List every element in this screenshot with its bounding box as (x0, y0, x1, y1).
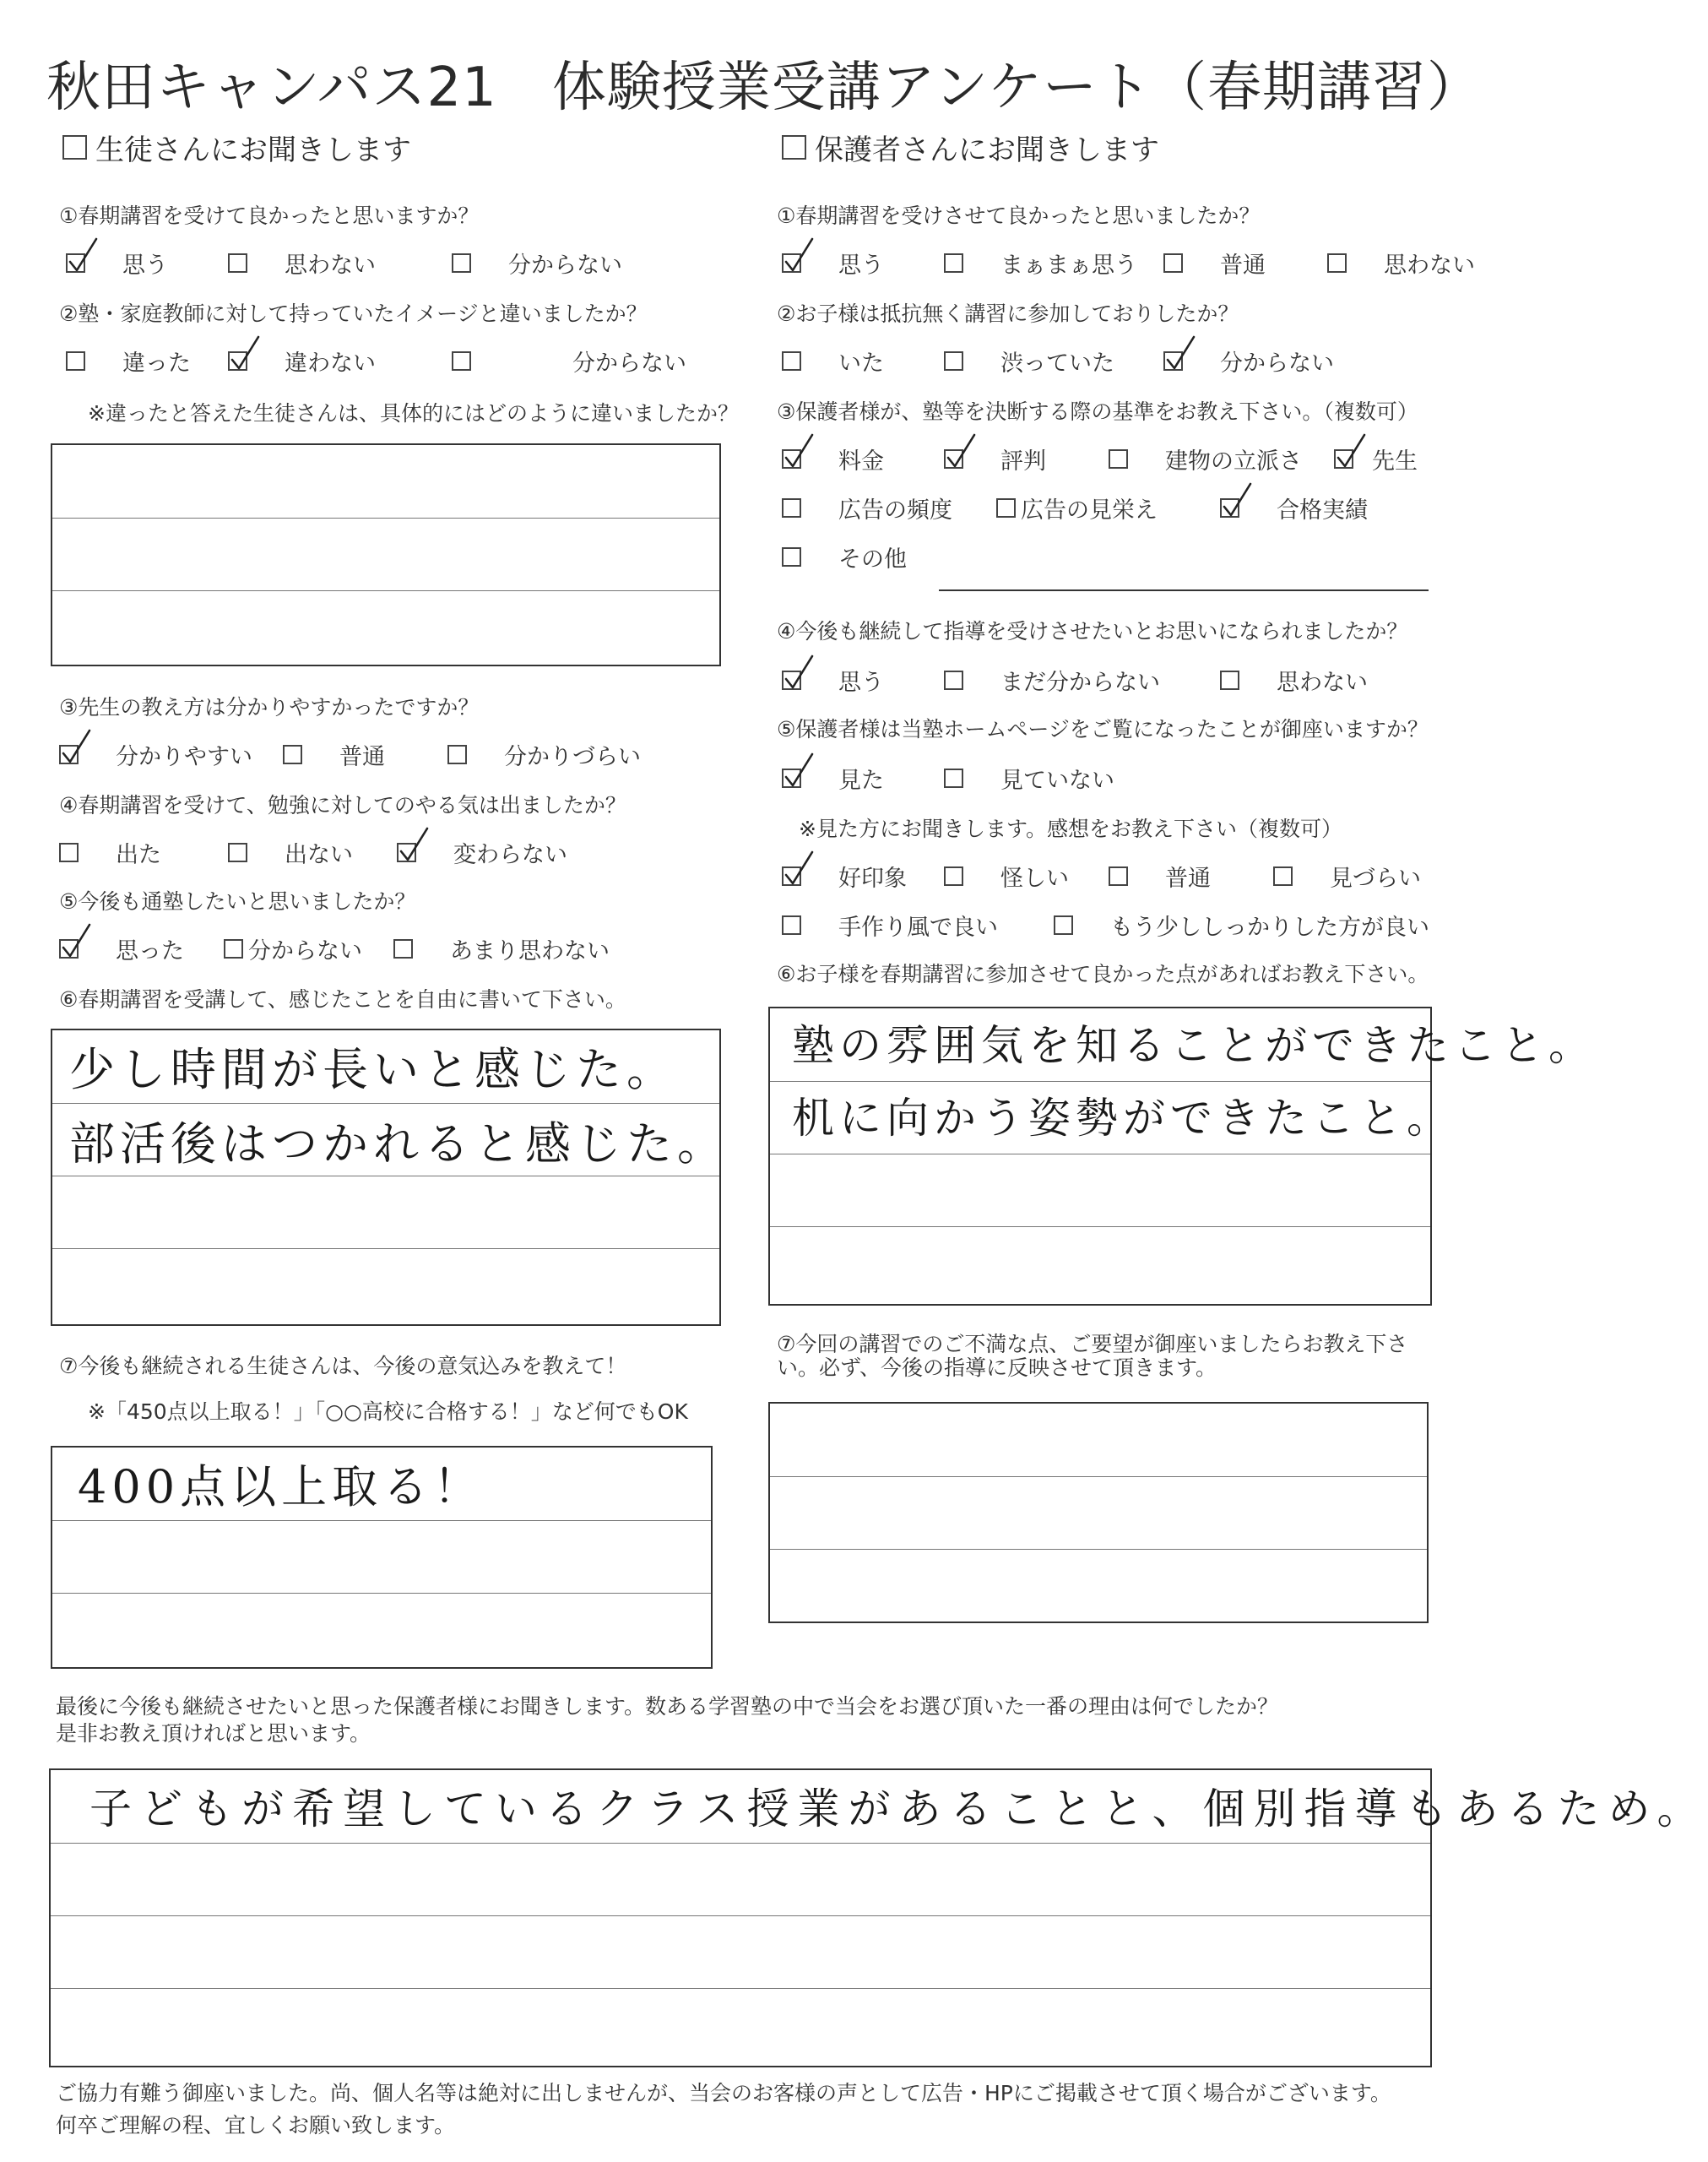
student-q2-note: ※違ったと答えた生徒さんは、具体的にはどのように違いましたか？ (88, 401, 739, 426)
checkmark-icon (1220, 481, 1254, 519)
final-question-line-2: 是非お教え頂ければと思います。 (56, 1721, 371, 1746)
student-q7-text: ⑦今後も継続される生徒さんは、今後の意気込みを教えて！ (59, 1354, 627, 1378)
student-q6-handwritten-line-1: 少し時間が長いと感じた。 (69, 1043, 677, 1096)
guardian-q3-checkbox-2[interactable] (944, 449, 963, 469)
student-q3-checkbox-1[interactable] (59, 745, 79, 764)
option-label: 渋っていた (1000, 350, 1114, 377)
guardian-q3-checkbox-3[interactable] (1109, 449, 1128, 469)
student-q7-handwritten-answer: 400点以上取る！ (78, 1460, 485, 1513)
option-label: 評判 (1000, 448, 1046, 475)
option-label: 思った (116, 938, 184, 964)
option-label: 分かりやすい (116, 744, 252, 770)
footer-line-2: 何卒ご理解の程、宜しくお願い致します。 (56, 2113, 456, 2138)
guardian-q7-answer-box[interactable] (768, 1402, 1429, 1623)
guardian-q4-checkbox-3[interactable] (1220, 671, 1239, 690)
checkmark-icon (59, 728, 93, 765)
option-label: 合格実績 (1277, 497, 1368, 524)
guardian-q1-option-1[interactable] (782, 247, 884, 280)
student-q1-option-3[interactable] (452, 247, 622, 280)
option-label: 分からない (508, 253, 622, 279)
option-label: 違わない (285, 350, 376, 377)
guardian-q3-checkbox-7[interactable] (1220, 498, 1239, 518)
guardian-q5-impression-4[interactable] (1273, 860, 1421, 893)
option-label: 普通 (1165, 866, 1211, 892)
checkmark-icon (397, 826, 431, 863)
checkmark-icon (782, 850, 816, 887)
guardian-q7-text-line-1: ⑦今回の講習でのご不満な点、ご要望が御座いましたらお教え下さ (777, 1332, 1408, 1356)
option-label: 普通 (1220, 253, 1266, 279)
student-section-heading (62, 127, 411, 168)
guardian-q3-option-5[interactable] (782, 492, 952, 524)
guardian-q3-checkbox-4[interactable] (1334, 449, 1353, 469)
checkmark-icon (1334, 432, 1368, 470)
student-q3-option-1[interactable] (59, 738, 252, 771)
option-label: 思う (122, 253, 168, 279)
student-q2-option-3[interactable] (452, 345, 686, 378)
guardian-q3-checkbox-8[interactable] (782, 547, 801, 567)
student-q4-option-1[interactable] (59, 836, 161, 869)
option-label: 思う (838, 670, 884, 696)
guardian-q4-checkbox-2[interactable] (944, 671, 963, 690)
guardian-q1-checkbox-3[interactable] (1163, 253, 1183, 273)
guardian-q5-impression-3[interactable] (1109, 860, 1211, 893)
student-q4-checkbox-3[interactable] (397, 843, 416, 862)
guardian-q6-answer-box[interactable] (768, 1007, 1596, 1306)
student-q6-text: ⑥春期講習を受講して、感じたことを自由に書いて下さい。 (59, 987, 626, 1012)
option-label: 建物の立派さ (1165, 448, 1302, 475)
guardian-q5-option-2[interactable] (944, 762, 1114, 795)
option-label: 思う (838, 253, 884, 279)
option-label: 分からない (572, 350, 686, 377)
checkmark-icon (228, 334, 262, 372)
student-q1-checkbox-3[interactable] (452, 253, 471, 273)
guardian-q5-text: ⑤保護者様は当塾ホームページをご覧になったことが御座いますか？ (777, 717, 1429, 741)
guardian-q2-option-1[interactable] (782, 345, 884, 378)
option-label: 出ない (285, 842, 353, 868)
final-handwritten-answer: 子どもが希望しているクラス授業があることと、個別指導もあるため。 (89, 1784, 1708, 1833)
student-q3-checkbox-2[interactable] (283, 745, 302, 764)
guardian-q3-text: ③保護者様が、塾等を決断する際の基準をお教え下さい。（複数可） (777, 399, 1418, 424)
option-label: 怪しい (1000, 866, 1069, 892)
student-q5-checkbox-1[interactable] (59, 939, 79, 959)
option-label: まだ分からない (1000, 670, 1160, 696)
student-q5-option-1[interactable] (59, 932, 184, 965)
guardian-q5-impression-checkbox-6[interactable] (1054, 915, 1073, 935)
student-q3-option-3[interactable] (447, 738, 641, 771)
guardian-q1-checkbox-2[interactable] (944, 253, 963, 273)
final-answer-box[interactable] (49, 1768, 1708, 2067)
student-q5-checkbox-3[interactable] (393, 939, 413, 959)
option-label: 広告の見栄え (1021, 497, 1158, 524)
student-q2-text: ②塾・家庭教師に対して持っていたイメージと違いましたか？ (59, 301, 648, 326)
guardian-q4-text: ④今後も継続して指導を受けさせたいとお思いになられましたか？ (777, 619, 1408, 644)
student-heading-text: 生徒さんにお聞きします (95, 133, 411, 167)
student-q1-text: ①春期講習を受けて良かったと思いますか？ (59, 204, 480, 228)
guardian-q5-option-1[interactable] (782, 762, 884, 795)
guardian-q6-handwritten-line-1: 塾の雰囲気を知ることができたこと。 (792, 1021, 1596, 1070)
guardian-q3-option-6[interactable] (996, 492, 1158, 524)
guardian-q5-impression-checkbox-1[interactable] (782, 866, 801, 886)
guardian-q1-option-2[interactable] (944, 247, 1137, 280)
checkmark-icon (782, 236, 816, 274)
guardian-q4-option-3[interactable] (1220, 664, 1368, 697)
checkmark-icon (782, 752, 816, 789)
student-q2-answer-box[interactable] (51, 443, 721, 666)
guardian-q4-checkbox-1[interactable] (782, 671, 801, 690)
student-q2-option-1[interactable] (66, 345, 191, 378)
guardian-q1-text: ①春期講習を受けさせて良かったと思いましたか？ (777, 204, 1261, 228)
option-label: 違った (122, 350, 191, 377)
guardian-q6-text: ⑥お子様を春期講習に参加させて良かった点があればお教え下さい。 (777, 962, 1429, 986)
guardian-q5-impression-checkbox-5[interactable] (782, 915, 801, 935)
student-q1-option-1[interactable] (66, 247, 168, 280)
final-question-line-1: 最後に今後も継続させたいと思った保護者様にお聞きします。数ある学習塾の中で当会をお選び頂いた一番の理由は何でしたか？ (56, 1694, 1279, 1719)
guardian-q3-option-1[interactable] (782, 443, 884, 475)
guardian-section-checkbox[interactable] (782, 135, 806, 160)
student-q4-checkbox-2[interactable] (228, 843, 247, 862)
student-q1-checkbox-1[interactable] (66, 253, 85, 273)
student-q2-option-2[interactable] (228, 345, 376, 378)
student-section-checkbox[interactable] (62, 135, 87, 160)
student-q2-checkbox-1[interactable] (66, 351, 85, 371)
student-q4-option-3[interactable] (397, 836, 567, 869)
option-label: 思わない (285, 253, 376, 279)
student-q1-checkbox-2[interactable] (228, 253, 247, 273)
student-q4-text: ④春期講習を受けて、勉強に対してのやる気は出ましたか？ (59, 793, 626, 818)
option-label: 先生 (1372, 448, 1418, 475)
checkmark-icon (59, 922, 93, 959)
student-q3-text: ③先生の教え方は分かりやすかったですか？ (59, 695, 480, 720)
student-q2-checkbox-2[interactable] (228, 351, 247, 371)
option-label: 普通 (339, 744, 385, 770)
guardian-q4-option-2[interactable] (944, 664, 1160, 697)
student-q4-checkbox-1[interactable] (59, 843, 79, 862)
option-label: 分からない (1220, 350, 1334, 377)
option-label: あまり思わない (450, 938, 610, 964)
option-label: 広告の頻度 (838, 497, 952, 524)
option-label: まぁまぁ思う (1000, 253, 1137, 279)
guardian-q3-other-blank[interactable] (939, 589, 1429, 591)
guardian-q7-text-line-2: い。必ず、今後の指導に反映させて頂きます。 (777, 1355, 1217, 1380)
checkmark-icon (944, 432, 978, 470)
guardian-q3-option-3[interactable] (1109, 443, 1302, 475)
student-q6-answer-box[interactable] (51, 1029, 728, 1326)
option-label: 料金 (838, 448, 884, 475)
guardian-q2-option-3[interactable] (1163, 345, 1334, 378)
guardian-q1-option-3[interactable] (1163, 247, 1266, 280)
option-label: その他 (838, 546, 907, 573)
footer-line-1: ご協力有難う御座いました。尚、個人名等は絶対に出しませんが、当会のお客様の声として広告・HPにご掲載させて頂く場合がございます。 (56, 2081, 1391, 2105)
guardian-q5-impression-5[interactable] (782, 909, 998, 942)
guardian-q2-text: ②お子様は抵抗無く講習に参加しておりしたか？ (777, 301, 1239, 326)
student-q5-option-3[interactable] (393, 932, 610, 965)
guardian-q1-checkbox-4[interactable] (1327, 253, 1347, 273)
guardian-q3-checkbox-6[interactable] (996, 498, 1016, 518)
student-q5-text: ⑤今後も通塾したいと思いましたか？ (59, 889, 416, 914)
guardian-heading-text: 保護者さんにお聞きします (815, 133, 1159, 167)
option-label: 好印象 (838, 866, 907, 892)
checkmark-icon (66, 236, 100, 274)
guardian-q1-option-4[interactable] (1327, 247, 1475, 280)
guardian-q5-impression-6[interactable] (1054, 909, 1429, 942)
guardian-q3-option-8[interactable] (782, 540, 907, 573)
guardian-q2-checkbox-3[interactable] (1163, 351, 1183, 371)
guardian-q2-option-2[interactable] (944, 345, 1114, 378)
guardian-q3-option-2[interactable] (944, 443, 1046, 475)
guardian-q4-option-1[interactable] (782, 664, 884, 697)
option-label: 手作り風で良い (838, 915, 998, 941)
option-label: 変わらない (453, 842, 567, 868)
guardian-q5-checkbox-1[interactable] (782, 769, 801, 788)
student-q3-checkbox-3[interactable] (447, 745, 467, 764)
option-label: いた (838, 350, 884, 377)
option-label: 見づらい (1330, 866, 1421, 892)
option-label: もう少ししっかりした方が良い (1110, 915, 1429, 941)
guardian-q5-impression-checkbox-4[interactable] (1273, 866, 1293, 886)
guardian-q2-checkbox-2[interactable] (944, 351, 963, 371)
option-label: 見ていない (1000, 768, 1114, 794)
student-q7-note: ※「450点以上取る！」「○○高校に合格する！」など何でもOK (88, 1399, 688, 1424)
checkmark-icon (782, 654, 816, 691)
option-label: 思わない (1384, 253, 1475, 279)
student-q5-checkbox-2[interactable] (224, 939, 243, 959)
guardian-q3-checkbox-5[interactable] (782, 498, 801, 518)
guardian-q5-note: ※見た方にお聞きします。感想をお教え下さい（複数可） (799, 817, 1342, 841)
guardian-q6-handwritten-line-2: 机に向かう姿勢ができたこと。 (792, 1094, 1454, 1143)
option-label: 見た (838, 768, 884, 794)
guardian-q2-checkbox-1[interactable] (782, 351, 801, 371)
guardian-q5-impression-1[interactable] (782, 860, 907, 893)
student-q6-handwritten-line-2: 部活後はつかれると感じた。 (69, 1117, 728, 1171)
option-label: 分からない (248, 938, 362, 964)
guardian-q3-option-7[interactable] (1220, 492, 1368, 524)
option-label: 出た (116, 842, 161, 868)
guardian-q1-checkbox-1[interactable] (782, 253, 801, 273)
option-label: 思わない (1277, 670, 1368, 696)
student-q4-option-2[interactable] (228, 836, 353, 869)
student-q2-checkbox-3[interactable] (452, 351, 471, 371)
checkmark-icon (782, 432, 816, 470)
option-label: 分かりづらい (504, 744, 641, 770)
checkmark-icon (1163, 334, 1197, 372)
page-title: 秋田キャンパス21 体験授業受講アンケート（春期講習） (46, 57, 1483, 119)
guardian-q5-impression-2[interactable] (944, 860, 1069, 893)
guardian-q3-checkbox-1[interactable] (782, 449, 801, 469)
guardian-section-heading (782, 127, 1159, 168)
student-q1-option-2[interactable] (228, 247, 376, 280)
student-q7-answer-box[interactable] (51, 1446, 713, 1669)
guardian-q5-impression-checkbox-2[interactable] (944, 866, 963, 886)
student-q5-option-2[interactable] (224, 932, 362, 965)
student-q3-option-2[interactable] (283, 738, 385, 771)
guardian-q5-checkbox-2[interactable] (944, 769, 963, 788)
guardian-q5-impression-checkbox-3[interactable] (1109, 866, 1128, 886)
guardian-q3-option-4[interactable] (1334, 443, 1418, 475)
